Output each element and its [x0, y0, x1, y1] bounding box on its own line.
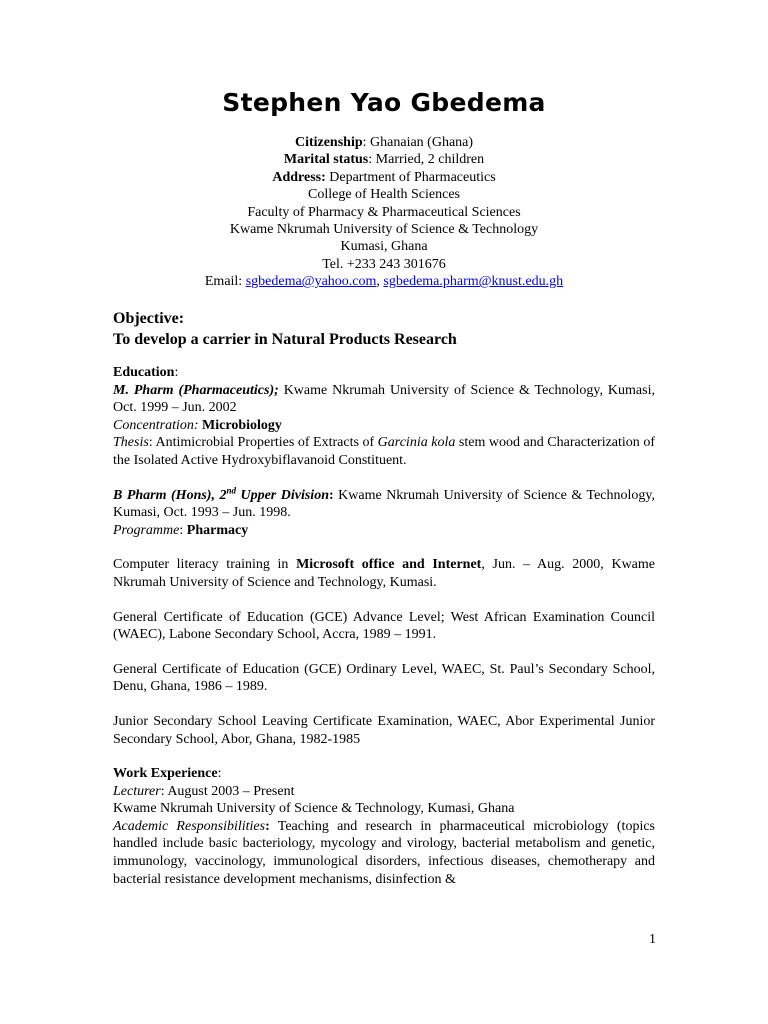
address-line [0, 169, 768, 186]
address-city: Kumasi, Ghana [340, 239, 428, 255]
mpharm-degree: M. Pharm (Pharmaceutics); [113, 382, 279, 398]
education-section [113, 364, 655, 888]
marital-status-label: Marital status [283, 152, 369, 168]
objective-heading: Objective [113, 310, 179, 327]
computer-training-pre: Computer literacy training in [113, 557, 297, 573]
role-dates: : August 2003 – Present [160, 783, 295, 799]
objective-heading-line [113, 308, 655, 329]
objective-text: To develop a carrier in Natural Products Research [113, 331, 457, 348]
bpharm-degree-b: Upper Division [235, 487, 329, 503]
gce-advance-entry: General Certificate of Education (GCE) Advance Level; West African Examination Council (WAEC), Labone Secondary School, Accra, 1989 – 1991. [113, 609, 655, 643]
responsibilities-entry [113, 818, 655, 888]
marital-status-line [0, 151, 768, 168]
mpharm-details: Kwame Nkrumah University of Science & Technology, Kumasi, Oct. 1999 – Jun. 2002 [113, 382, 655, 416]
education-heading-line [113, 364, 655, 382]
address-department: Department of Pharmaceutics [325, 169, 496, 185]
email-separator: , [376, 274, 384, 290]
programme-colon: : [179, 522, 187, 538]
concentration-value: Microbiology [202, 417, 282, 433]
gce-ordinary-entry: General Certificate of Education (GCE) Ordinary Level, WAEC, St. Paul’s Secondary School, Denu, Ghana, 1986 – 1989. [113, 661, 655, 695]
role-label: Lecturer [113, 783, 161, 799]
objective-section [113, 308, 655, 350]
email-link-yahoo[interactable]: sgbedema@yahoo.com [245, 274, 377, 290]
address-college: College of Health Sciences [307, 187, 460, 203]
work-heading: Work Experience [113, 766, 218, 782]
bpharm-entry [113, 484, 655, 522]
thesis-text-post: stem wood and Characterization of the Isolated Active Hydroxybiflavanoid Constituent. [113, 435, 655, 468]
computer-training-post: , Jun. – Aug. 2000, Kwame Nkrumah University of Science and Technology, Kumasi. [113, 557, 656, 590]
employer-line: Kwame Nkrumah University of Science & Technology, Kumasi, Ghana [113, 801, 515, 817]
email-line [0, 273, 768, 290]
mpharm-entry [113, 382, 655, 417]
email-link-knust[interactable]: sgbedema.pharm@knust.edu.gh [383, 274, 564, 290]
page-number: 1 [649, 932, 656, 947]
bpharm-colon: : [328, 487, 334, 503]
responsibilities-colon: : [265, 818, 270, 834]
bpharm-details: Kwame Nkrumah University of Science & Technology, Kumasi, Oct. 1993 – Jun. 1998. [113, 487, 655, 521]
thesis-label: Thesis [113, 435, 149, 451]
citizenship-label: Citizenship [294, 135, 363, 150]
programme-label: Programme [113, 522, 180, 538]
education-colon: : [174, 365, 179, 380]
objective-colon: : [178, 310, 185, 327]
programme-value: Pharmacy [186, 522, 249, 538]
bpharm-degree-a: B Pharm (Hons), 2 [113, 487, 227, 503]
responsibilities-label: Academic Responsibilities [113, 818, 266, 834]
computer-training-entry [113, 556, 655, 591]
marital-status-value: : Married, 2 children [368, 152, 485, 168]
address-university: Kwame Nkrumah University of Science & Technology [229, 222, 539, 238]
role-line [113, 783, 655, 801]
concentration-line [113, 417, 655, 435]
computer-training-course: Microsoft office and Internet [296, 557, 482, 573]
citizenship-line [0, 134, 768, 151]
address-faculty: Faculty of Pharmacy & Pharmaceutical Sciences [247, 204, 521, 220]
responsibilities-text: Teaching and research in pharmaceutical microbiology (topics handled include basic bacteriology, mycology and virology, bacterial metabolism and genetic, immunology, vaccinology, immunological disorders, infectious diseases, chemotherapy and bacterial resistance development mechanisms, disinfection & [113, 818, 655, 887]
telephone: Tel. +233 243 301676 [322, 256, 446, 272]
work-heading-line [113, 765, 655, 783]
jss-entry: Junior Secondary School Leaving Certificate Examination, WAEC, Abor Experimental Junior Secondary School, Abor, Ghana, 1982-1985 [113, 713, 655, 747]
work-colon: : [217, 766, 222, 782]
thesis-line [113, 434, 655, 469]
email-label: Email: [204, 274, 246, 290]
concentration-label: Concentration: [113, 417, 199, 433]
thesis-species: Garcinia kola [377, 435, 456, 451]
contact-block [0, 134, 768, 291]
bpharm-superscript: nd [226, 484, 236, 495]
education-heading: Education [113, 365, 175, 380]
thesis-text-pre: : Antimicrobial Properties of Extracts of [148, 435, 378, 451]
applicant-name: Stephen Yao Gbedema [222, 88, 546, 117]
programme-line [113, 522, 655, 540]
citizenship-value: : Ghanaian (Ghana) [362, 135, 474, 150]
address-label: Address: [272, 169, 326, 185]
